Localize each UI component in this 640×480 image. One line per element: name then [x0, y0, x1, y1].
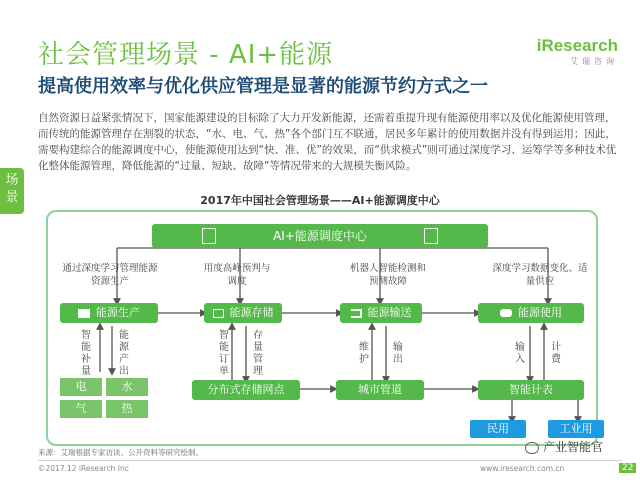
note-storage: 用度高峰预判与调度: [203, 263, 271, 287]
factory-icon: [78, 309, 90, 318]
label-stock-management: 存量管理: [253, 330, 263, 377]
note-transport: 机器人智能检测和预测故障: [350, 263, 427, 287]
logo-cn: 艾瑞咨询: [570, 57, 618, 66]
label-billing: 计费: [551, 342, 561, 365]
page-number: 22: [619, 463, 636, 473]
energy-heat: 热: [106, 400, 148, 418]
energy-gas: 气: [60, 400, 102, 418]
node-storage-label: 能源存储: [229, 306, 274, 319]
label-smart-replenish: 智能补量: [81, 330, 91, 377]
wechat-icon: [525, 442, 539, 454]
node-production-label: 能源生产: [96, 306, 140, 319]
website-url: www.iresearch.com.cn: [480, 464, 565, 473]
node-production: [60, 303, 158, 323]
watermark-text: 产业智能官: [543, 440, 604, 454]
energy-electricity: 电: [60, 378, 102, 396]
node-transport-label: 能源输送: [367, 306, 412, 319]
wechat-watermark: [525, 438, 603, 455]
pipe-icon: [351, 309, 362, 318]
page-title: 社会管理场景 - AI+能源: [38, 40, 334, 70]
hand-icon: [500, 309, 512, 317]
building-icon: [202, 228, 216, 244]
center-box: [152, 224, 488, 248]
label-energy-output: 能源产出: [119, 330, 129, 377]
note-use: 深度学习数据变化、适量供应: [492, 263, 588, 287]
diagram-title: 2017年中国社会管理场景——AI+能源调度中心: [200, 194, 440, 207]
storage-icon: [213, 309, 224, 318]
center-label: AI+能源调度中心: [273, 229, 367, 243]
page-subtitle: 提高使用效率与优化供应管理是显著的能源节约方式之一: [38, 76, 488, 97]
label-input: 输入: [515, 342, 525, 365]
copyright: ©2017.12 iResearch Inc: [38, 464, 129, 473]
user-residential: 民用: [470, 420, 526, 438]
label-maintenance: 维护: [359, 342, 369, 365]
label-output: 输出: [393, 342, 403, 365]
label-smart-order: 智能订单: [219, 330, 229, 377]
logo-brand: iResearch: [536, 36, 618, 55]
node-use-label: 能源使用: [518, 306, 562, 319]
building-icon: [424, 228, 438, 244]
source-note: 来源：艾瑞根据专家访谈、公开资料等研究绘制。: [38, 448, 203, 457]
user-industrial: 工业用: [548, 420, 604, 438]
intro-paragraph: 自然资源日益紧张情况下，国家能源建设的目标除了大力开发新能源，还需着重提升现有能源使用率以及优化能源使用管理，而传统的能源管理存在割裂的状态，“水、电、气、热”各个部门互不联通，居民多年累计的使用数据并没有得到运用；因此，需要构建综合的能源调度中心，使能源使用达到“快、准、优”的效果，而“供求模式”则可通过深度学习、运筹学等多种技术优化整体能源管理，降低能源的“过量、短缺、故障”等情况带来的大规模失衡风险。: [38, 112, 617, 172]
node-use: [478, 303, 584, 323]
footer-divider: [38, 460, 622, 461]
node-smart-meter: 智能计表: [478, 380, 584, 400]
node-transport: [340, 303, 422, 323]
energy-water: 水: [106, 378, 148, 396]
node-city-pipeline: 城市管道: [336, 380, 424, 400]
note-production: 通过深度学习管理能源资源生产: [62, 263, 158, 287]
section-side-tab: 场景: [0, 168, 24, 214]
node-storage: [204, 303, 282, 323]
node-distributed-storage: 分布式存储网点: [192, 380, 300, 400]
